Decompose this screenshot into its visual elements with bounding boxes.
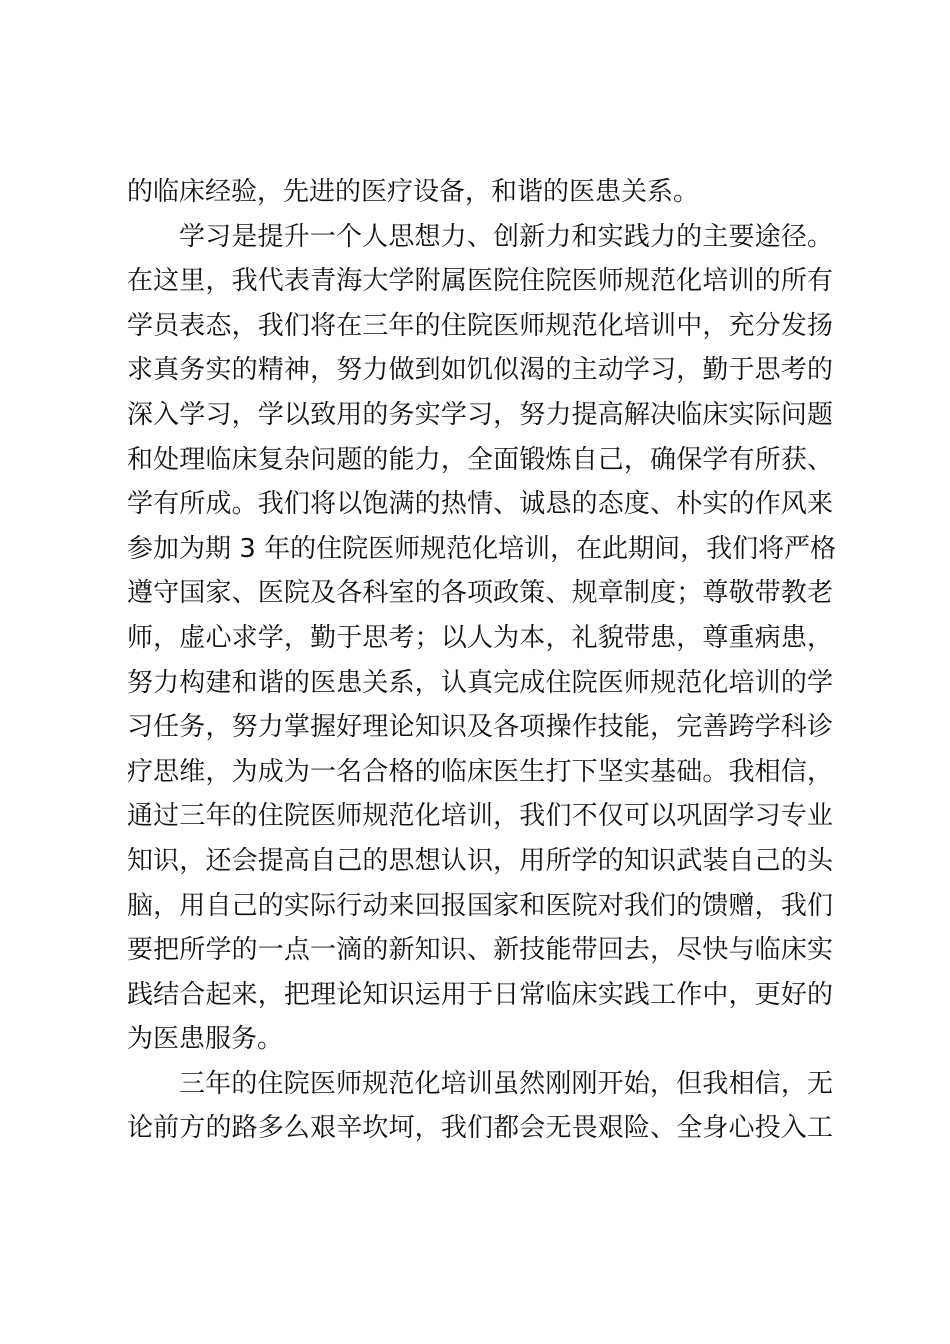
document-body	[127, 170, 837, 1151]
text-line: 脑，用自己的实际行动来回报国家和医院对我们的馈赠，我们	[127, 890, 833, 921]
text-line: 求真务实的精神，努力做到如饥似渴的主动学习，勤于思考的	[127, 355, 833, 386]
text-line: 师，虚心求学，勤于思考；以人为本，礼貌带患，尊重病患，	[127, 622, 833, 653]
text-line: 知识，还会提高自己的思想认识，用所学的知识武装自己的头	[127, 845, 833, 876]
text-line: 的临床经验，先进的医疗设备，和谐的医患关系。	[127, 177, 700, 207]
text-line: 习任务，努力掌握好理论知识及各项操作技能，完善跨学科诊	[127, 712, 833, 743]
text-line: 和处理临床复杂问题的能力，全面锻炼自己，确保学有所获、	[127, 444, 833, 475]
text-line: 参加为期 3 年的住院医师规范化培训，在此期间，我们将严格	[127, 533, 837, 564]
text-line: 践结合起来，把理论知识运用于日常临床实践工作中，更好的	[127, 979, 833, 1010]
text-line: 遵守国家、医院及各科室的各项政策、规章制度；尊敬带教老	[127, 578, 833, 609]
text-line: 疗思维，为成为一名合格的临床医生打下坚实基础。我相信，	[127, 756, 833, 787]
text-line: 学有所成。我们将以饱满的热情、诚恳的态度、朴实的作风来	[127, 489, 833, 520]
text-line: 论前方的路多么艰辛坎坷，我们都会无畏艰险、全身心投入工	[127, 1113, 833, 1144]
text-line: 通过三年的住院医师规范化培训，我们不仅可以巩固学习专业	[127, 801, 833, 832]
text-line: 要把所学的一点一滴的新知识、新技能带回去，尽快与临床实	[127, 935, 833, 966]
text-line: 学习是提升一个人思想力、创新力和实践力的主要途径。	[179, 221, 833, 252]
text-line: 三年的住院医师规范化培训虽然刚刚开始，但我相信，无	[179, 1068, 833, 1099]
paragraph-3	[127, 1062, 833, 1151]
paragraph-2	[127, 215, 837, 1062]
text-line: 深入学习，学以致用的务实学习，努力提高解决临床实际问题	[127, 399, 833, 430]
text-line: 在这里，我代表青海大学附属医院住院医师规范化培训的所有	[127, 266, 833, 297]
paragraph-1	[127, 170, 833, 215]
text-line: 努力构建和谐的医患关系，认真完成住院医师规范化培训的学	[127, 667, 833, 698]
text-line: 为医患服务。	[127, 1024, 284, 1055]
text-line: 学员表态，我们将在三年的住院医师规范化培训中，充分发扬	[127, 310, 833, 341]
